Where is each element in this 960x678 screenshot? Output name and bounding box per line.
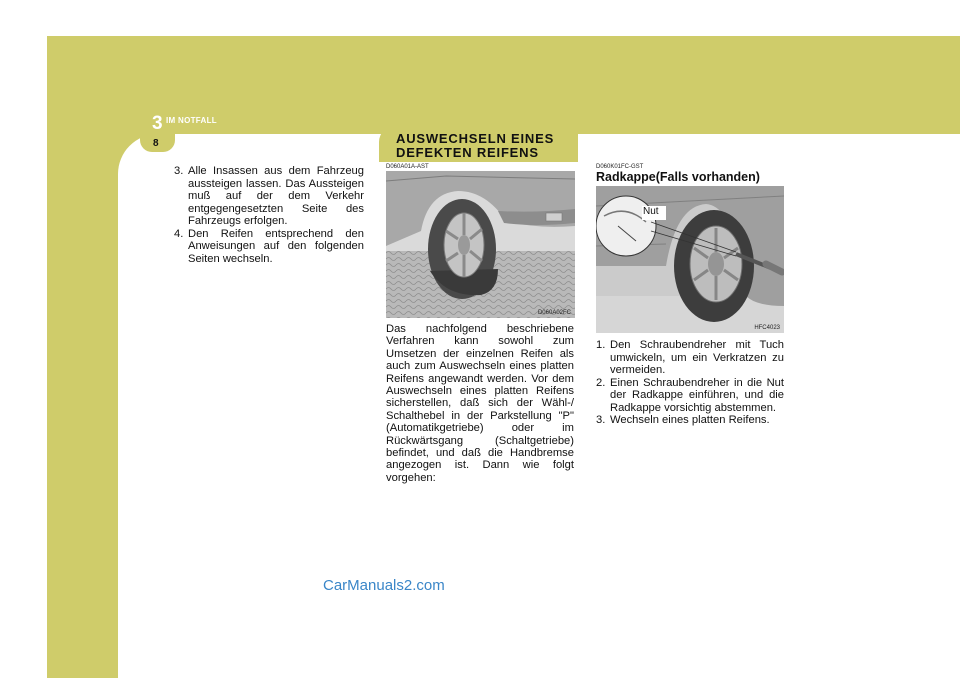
chapter-number: 3	[152, 113, 163, 134]
chapter-title: IM NOTFALL	[166, 116, 217, 125]
doc-code: D060K01FC-GST	[596, 164, 644, 170]
section-title: AUSWECHSELN EINES DEFEKTEN REIFENS	[396, 131, 555, 160]
list-item	[174, 165, 364, 228]
subsection-title: Radkappe(Falls vorhanden)	[596, 170, 760, 184]
list-item-number: 3.	[174, 165, 184, 177]
watermark-link[interactable]: CarManuals2.com	[323, 577, 445, 594]
left-step-list	[174, 165, 364, 265]
list-item-number: 1.	[596, 339, 606, 351]
image-code: D060A02FC	[537, 310, 571, 316]
flat-tire-drawing	[386, 171, 575, 318]
list-item-number: 4.	[174, 227, 184, 240]
right-step-list	[596, 339, 784, 427]
list-item-text: Den Reifen entsprechend den Anweisungen auf den folgenden Seiten wechseln.	[188, 227, 364, 265]
list-item	[596, 339, 784, 377]
hubcap-drawing	[596, 186, 784, 333]
intro-paragraph: Das nachfolgend beschriebene Verfahren kann sowohl zum Umsetzen der einzelnen Reifen als auch zum Auswechseln eines platten Reifens angewandt werden. Vor dem Auswechseln eines platten Reifens sicherstellen, daß sich der Wähl-/ Schalthebel in der Parkstellung "P" (Automatikgetriebe) oder im Rückwärtsgang (Schaltgetriebe) befindet, und daß die Handbremse angezogen ist. Dann wie folgt vorgehen:	[386, 323, 574, 484]
list-item-text: Einen Schraubendreher in die Nut der Radkappe einführen, und die Radkappe vorsichtig abstemmen.	[610, 376, 784, 414]
list-item-text: Alle Insassen aus dem Fahrzeug aussteigen lassen. Das Aussteigen muß auf der dem Verkehr entgegengesetzten Seite des Fahrzeugs erfolgen.	[188, 165, 364, 227]
list-item-number: 3.	[596, 414, 606, 426]
hubcap-removal-illustration	[596, 186, 784, 333]
image-code: HFC4023	[754, 325, 780, 331]
list-item-text: Wechseln eines platten Reifens.	[610, 414, 770, 426]
nut-callout-label: Nut	[643, 206, 659, 217]
flat-tire-illustration	[386, 171, 575, 318]
list-item-text: Den Schraubendreher mit Tuch umwickeln, um ein Verkratzen zu vermeiden.	[610, 339, 784, 376]
list-item	[596, 377, 784, 415]
page-number: 8	[153, 138, 159, 149]
list-item	[596, 414, 784, 427]
list-item	[174, 228, 364, 266]
doc-code: D060A01A-AST	[386, 164, 429, 170]
list-item-number: 2.	[596, 376, 606, 389]
